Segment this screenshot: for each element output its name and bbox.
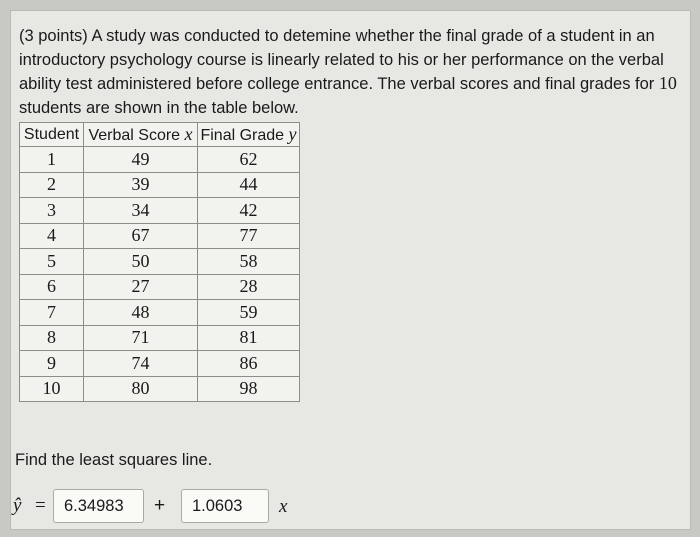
problem-outro: students are shown in the table below. [19,98,299,117]
header-student: Student [20,123,84,147]
cell-verbal: 74 [84,351,198,377]
table-row [20,325,300,351]
table-row [20,172,300,198]
table-header-row [20,123,300,147]
cell-final: 59 [198,300,300,326]
problem-text [19,25,679,120]
find-prompt: Find the least squares line. [15,451,213,469]
cell-final: 58 [198,249,300,275]
x-variable: x [279,496,288,517]
slope-input[interactable]: 1.0603 [181,489,269,523]
table-row [20,376,300,402]
answer-row [11,489,311,525]
table-row [20,300,300,326]
cell-final: 86 [198,351,300,377]
cell-verbal: 67 [84,223,198,249]
equals-sign: = [35,495,46,516]
cell-verbal: 48 [84,300,198,326]
cell-final: 42 [198,198,300,224]
student-count: 10 [658,73,677,93]
cell-student: 5 [20,249,84,275]
problem-intro: (3 points) A study was conducted to detemine whether the final grade of a student in an introductory psychology course is linearly related to his or her performance on the verbal ability test administered before college entrance. The verbal scores and final grades for [19,27,664,93]
header-verbal-score: Verbal Score x [84,123,198,147]
y-hat-symbol: ŷ [13,495,22,516]
table-row [20,274,300,300]
cell-student: 6 [20,274,84,300]
cell-verbal: 80 [84,376,198,402]
header-final-grade: Final Grade y [198,123,300,147]
cell-final: 28 [198,274,300,300]
cell-final: 62 [198,147,300,173]
cell-student: 1 [20,147,84,173]
cell-student: 2 [20,172,84,198]
table-row [20,249,300,275]
table-row [20,223,300,249]
cell-verbal: 50 [84,249,198,275]
data-table [19,122,300,402]
cell-final: 98 [198,376,300,402]
cell-verbal: 49 [84,147,198,173]
cell-student: 7 [20,300,84,326]
table-row [20,147,300,173]
plus-sign: + [154,495,166,516]
cell-final: 81 [198,325,300,351]
cell-final: 77 [198,223,300,249]
cell-student: 10 [20,376,84,402]
cell-verbal: 71 [84,325,198,351]
table-row [20,198,300,224]
cell-student: 3 [20,198,84,224]
cell-student: 8 [20,325,84,351]
intercept-input[interactable]: 6.34983 [53,489,144,523]
cell-student: 9 [20,351,84,377]
cell-final: 44 [198,172,300,198]
cell-verbal: 27 [84,274,198,300]
cell-verbal: 34 [84,198,198,224]
cell-student: 4 [20,223,84,249]
problem-panel [10,10,691,530]
table-row [20,351,300,377]
cell-verbal: 39 [84,172,198,198]
